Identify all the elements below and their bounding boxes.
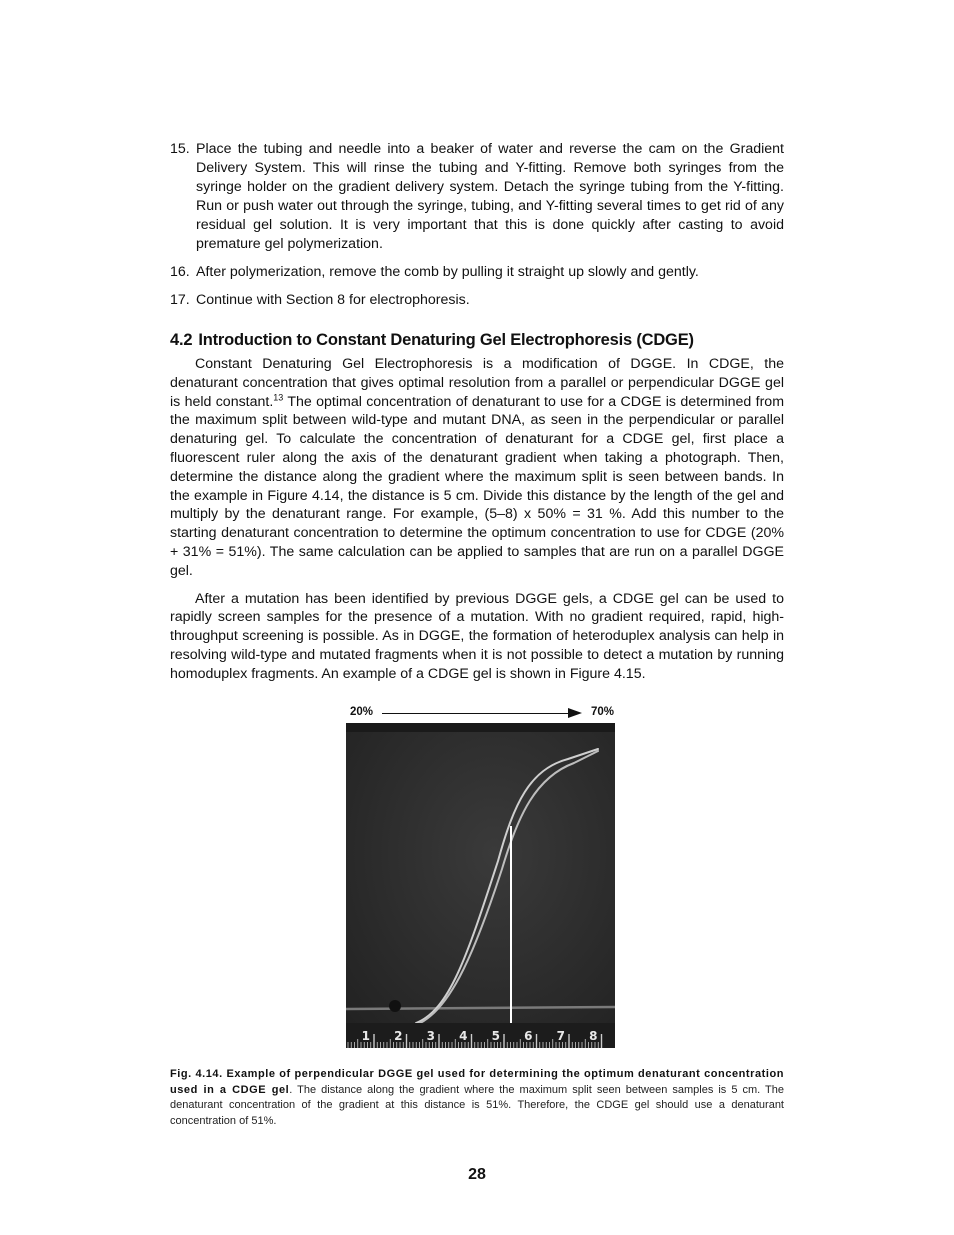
- step-15: [170, 140, 784, 254]
- step-number: 17.: [170, 292, 190, 308]
- section-number: 4.2: [170, 331, 193, 349]
- arrow-right-icon: [568, 708, 582, 718]
- body-paragraph-cdge-screening: After a mutation has been identified by previous DGGE gels, a CDGE gel can be used to rapidly screen samples for the presence of a mutation. With no gradient required, rapid, high-throughput screening is possible. As in DGGE, the formation of heteroduplex analysis can help in resolving wild-type and mutated fragments when it is not possible to detect a mutation by running homoduplex fragments. An example of a CDGE gel is shown in Figure 4.15.: [170, 590, 784, 682]
- ruler-label: 1: [361, 1029, 370, 1043]
- gel-photograph: [346, 723, 615, 1048]
- ruler-label: 2: [394, 1029, 403, 1043]
- step-17: [170, 291, 784, 310]
- ruler-label: 8: [589, 1029, 598, 1043]
- protocol-steps: [170, 140, 784, 310]
- gel-top-edge: [346, 723, 615, 732]
- gradient-start-label: 20%: [350, 706, 374, 718]
- figure-caption: [170, 1067, 784, 1129]
- ruler-label: 6: [524, 1029, 533, 1043]
- caption-title: Fig. 4.14. Example of perpendicular DGGE gel used for determining the optimum denaturant concentration used in a CDGE gel: [170, 1068, 784, 1096]
- body-paragraph-cdge-intro: [170, 355, 784, 581]
- ruler-label: 4: [459, 1029, 468, 1043]
- section-title: Introduction to Constant Denaturing Gel Electrophoresis (CDGE): [198, 331, 694, 349]
- page-content: [170, 140, 784, 693]
- step-number: 15.: [170, 141, 190, 157]
- fluorescent-ruler: [346, 1023, 615, 1048]
- step-number: 16.: [170, 264, 190, 280]
- paragraph-text: The optimal concentration of denaturant to use for a CDGE is determined from the maximum split between wild-type and mutant DNA, as seen in the perpendicular or parallel denaturing gel. To calculate the concentration of denaturant for a CDGE gel, first place a fluorescent ruler along the axis of the denaturant gradient when taking a photograph. Then, determine the distance along the gradient where the maximum split is seen between bands. In the example in Figure 4.14, the distance is 5 cm. Divide this distance by the length of the gel and multiply by the denaturant range. For example, (5–8) x 50% = 31 %. Add this number to the starting denaturant concentration to determine the optimum concentration to use for CDGE (20% + 31% = 51%). The same calculation can be applied to samples that are run on a parallel DGGE gel.: [170, 393, 785, 579]
- step-text: Place the tubing and needle into a beaker of water and reverse the cam on the Gradient Delivery System. This will rinse the tubing and Y-fitting. Remove both syringes from the syringe holder on the gradient delivery system. Detach the syringe tubing from the Y-fitting. Run or push water out through the syringe, tubing, and Y-fitting several times to get rid of any residual gel solution. It is very important that this is done quickly after casting to avoid premature gel polymerization.: [196, 141, 784, 252]
- gradient-arrow-line: [382, 713, 578, 714]
- page-number: 28: [468, 1166, 486, 1183]
- gel-background: [346, 723, 615, 1048]
- caption-text: . The distance along the gradient where the maximum split seen between samples is 5 cm. The denaturant concentration of the gradient at this distance is 51%. Therefore, the CDGE gel should use a denaturant concentration of 51%.: [170, 1083, 784, 1127]
- well-spot: [389, 1000, 401, 1012]
- paragraph-text: Constant Denaturing Gel Electrophoresis is a modification of DGGE. In CDGE, the denaturant concentration that gives optimal resolution from a parallel or perpendicular DGGE gel is held constant.: [170, 356, 784, 410]
- reference-superscript: 13: [273, 391, 284, 402]
- figure-4-14: [346, 700, 616, 1050]
- step-text: Continue with Section 8 for electrophoresis.: [196, 292, 470, 308]
- step-16: [170, 263, 784, 282]
- gradient-end-label: 70%: [590, 706, 614, 718]
- section-heading: [170, 331, 784, 350]
- ruler-label: 3: [426, 1029, 435, 1043]
- step-text: After polymerization, remove the comb by pulling it straight up slowly and gently.: [196, 264, 699, 280]
- ruler-label: 7: [556, 1029, 565, 1043]
- ruler-label: 5: [491, 1029, 500, 1043]
